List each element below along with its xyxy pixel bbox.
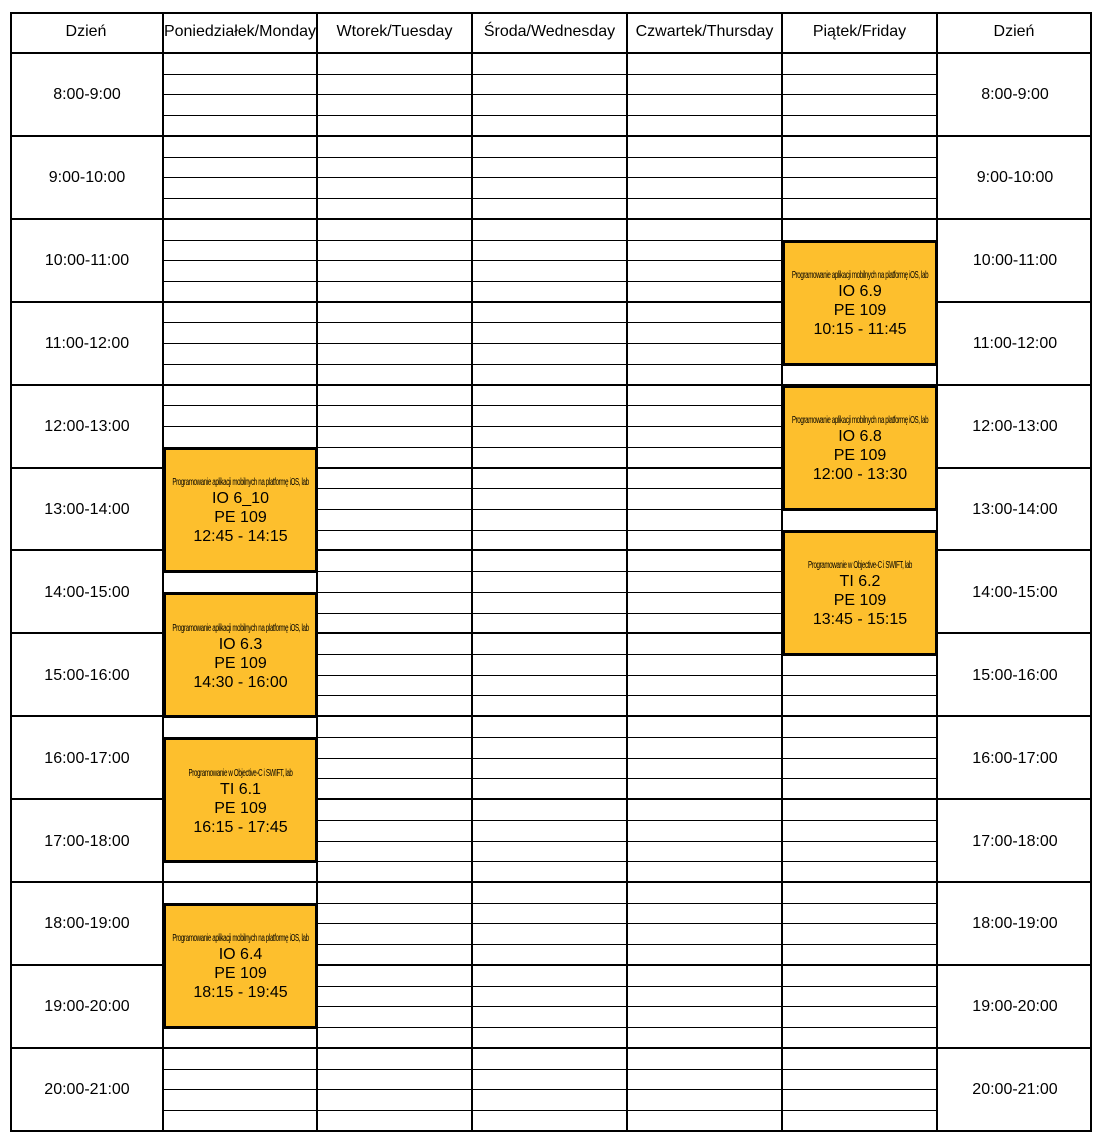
time-slot-label: 9:00-10:00 — [976, 169, 1054, 187]
quarter-hour-line — [164, 115, 938, 116]
time-range: 18:15 - 19:45 — [193, 984, 288, 1002]
row-separator — [10, 1130, 1092, 1132]
group-code: IO 6_10 — [212, 490, 269, 508]
quarter-hour-line — [164, 94, 938, 95]
time-slot-label: 19:00-20:00 — [972, 998, 1058, 1016]
column-header-day_right: Dzień — [938, 12, 1092, 54]
time-slot-label: 15:00-16:00 — [44, 666, 130, 684]
room: PE 109 — [833, 592, 887, 610]
time-slot-label: 10:00-11:00 — [972, 252, 1058, 270]
room: PE 109 — [214, 965, 267, 983]
group-code: TI 6.2 — [839, 573, 881, 591]
group-code: TI 6.1 — [220, 780, 261, 798]
time-slot-label: 12:00-13:00 — [972, 418, 1058, 436]
group-code: IO 6.9 — [838, 283, 882, 301]
time-range: 13:45 - 15:15 — [812, 611, 908, 629]
time-range: 12:00 - 13:30 — [812, 466, 908, 484]
time-slot-label: 11:00-12:00 — [44, 335, 130, 353]
room: PE 109 — [214, 799, 267, 817]
room: PE 109 — [833, 302, 887, 320]
group-code: IO 6.3 — [218, 635, 263, 653]
time-slot-label: 10:00-11:00 — [44, 252, 130, 270]
time-slot-label: 14:00-15:00 — [972, 583, 1058, 601]
class-event-card[interactable] — [163, 737, 318, 863]
column-header-thursday: Czwartek/Thursday — [628, 12, 783, 54]
class-event-card[interactable] — [782, 240, 938, 366]
time-slot-label: 20:00-21:00 — [44, 1081, 130, 1099]
course-name: Programowanie aplikacji mobilnych na platformę iOS, lab — [791, 415, 929, 427]
course-name: Programowanie aplikacji mobilnych na platformę iOS, lab — [172, 622, 309, 634]
row-separator — [10, 881, 1092, 883]
time-range: 10:15 - 11:45 — [813, 321, 907, 339]
time-slot-label: 18:00-19:00 — [44, 915, 130, 933]
course-name: Programowanie aplikacji mobilnych na platformę iOS, lab — [172, 933, 309, 945]
group-code: IO 6.8 — [838, 428, 882, 446]
column-header-friday: Piątek/Friday — [783, 12, 938, 54]
quarter-hour-line — [164, 198, 938, 199]
quarter-hour-line — [164, 74, 938, 75]
class-event-card[interactable] — [782, 530, 938, 656]
group-code: IO 6.4 — [218, 946, 263, 964]
time-slot-label: 14:00-15:00 — [44, 583, 130, 601]
time-slot-label: 8:00-9:00 — [53, 86, 121, 104]
time-slot-label: 19:00-20:00 — [44, 998, 130, 1016]
column-header-wednesday: Środa/Wednesday — [473, 12, 628, 54]
column-header-day_left: Dzień — [10, 12, 164, 54]
quarter-hour-line — [164, 1069, 938, 1070]
time-range: 14:30 - 16:00 — [193, 673, 288, 691]
row-separator — [10, 1047, 1092, 1049]
time-slot-label: 13:00-14:00 — [972, 500, 1058, 518]
row-separator — [10, 218, 1092, 220]
room: PE 109 — [214, 509, 267, 527]
time-slot-label: 18:00-19:00 — [972, 915, 1058, 933]
time-slot-label: 9:00-10:00 — [48, 169, 126, 187]
room: PE 109 — [214, 654, 267, 672]
room: PE 109 — [833, 447, 887, 465]
column-header-monday: Poniedziałek/Monday — [164, 12, 318, 54]
time-slot-label: 8:00-9:00 — [981, 86, 1049, 104]
course-name: Programowanie aplikacji mobilnych na platformę iOS, lab — [172, 477, 309, 489]
course-name: Programowanie w Objective-C i SWIFT, lab — [807, 560, 912, 572]
time-slot-label: 16:00-17:00 — [972, 749, 1058, 767]
row-separator — [10, 135, 1092, 137]
class-event-card[interactable] — [163, 447, 318, 573]
course-name: Programowanie w Objective-C i SWIFT, lab — [188, 767, 293, 779]
quarter-hour-line — [164, 157, 938, 158]
time-slot-label: 17:00-18:00 — [972, 832, 1058, 850]
time-slot-label: 20:00-21:00 — [972, 1081, 1058, 1099]
time-slot-label: 12:00-13:00 — [44, 418, 130, 436]
column-header-tuesday: Wtorek/Tuesday — [318, 12, 473, 54]
quarter-hour-line — [164, 177, 938, 178]
time-slot-label: 17:00-18:00 — [44, 832, 130, 850]
time-slot-label: 15:00-16:00 — [972, 666, 1058, 684]
class-event-card[interactable] — [163, 903, 318, 1029]
time-range: 12:45 - 14:15 — [193, 528, 288, 546]
time-slot-label: 13:00-14:00 — [44, 500, 130, 518]
time-range: 16:15 - 17:45 — [193, 818, 288, 836]
class-event-card[interactable] — [782, 385, 938, 511]
time-slot-label: 11:00-12:00 — [972, 335, 1058, 353]
class-event-card[interactable] — [163, 592, 318, 718]
quarter-hour-line — [164, 1089, 938, 1090]
course-name: Programowanie aplikacji mobilnych na platformę iOS, lab — [791, 270, 929, 282]
time-slot-label: 16:00-17:00 — [44, 749, 130, 767]
quarter-hour-line — [164, 1110, 938, 1111]
